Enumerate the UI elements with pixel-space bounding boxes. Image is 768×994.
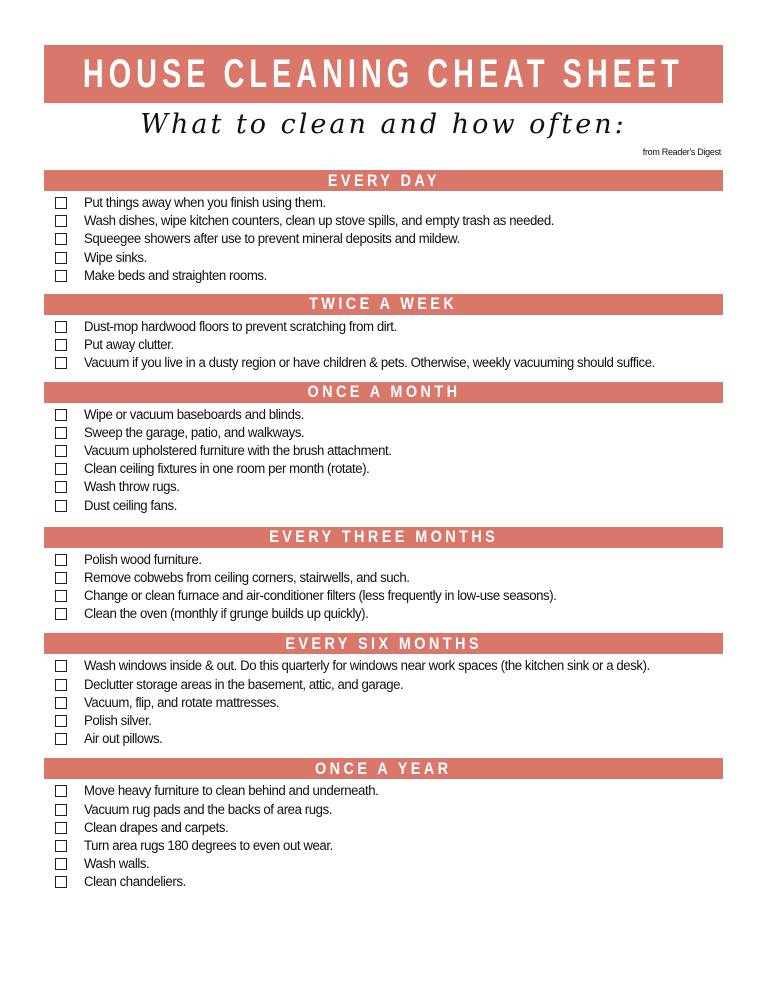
checkbox-icon[interactable] (55, 840, 67, 852)
checkbox-icon[interactable] (55, 252, 67, 264)
checkbox-icon[interactable] (55, 463, 67, 475)
task-item (44, 676, 723, 694)
checkbox-icon[interactable] (55, 270, 67, 282)
task-text: Polish wood furniture. (84, 551, 202, 568)
task-text: Declutter storage areas in the basement, attic, and garage. (84, 676, 404, 693)
section-heading: ONCE A YEAR (315, 758, 452, 778)
section-once-a-year (44, 758, 723, 891)
section-twice-a-week (44, 294, 723, 373)
task-list (44, 548, 723, 624)
task-item (44, 478, 723, 496)
task-item (44, 605, 723, 623)
section-heading: TWICE A WEEK (309, 294, 458, 314)
task-item (44, 801, 723, 819)
task-item (44, 460, 723, 478)
task-text: Make beds and straighten rooms. (84, 267, 267, 284)
task-item (44, 336, 723, 354)
checkbox-icon[interactable] (55, 572, 67, 584)
checkbox-icon[interactable] (55, 197, 67, 209)
task-text: Vacuum if you live in a dusty region or have children & pets. Otherwise, weekly vacuuming should suffice. (84, 355, 655, 372)
task-item (44, 730, 723, 748)
checkbox-icon[interactable] (55, 233, 67, 245)
section-every-day (44, 170, 723, 285)
checkbox-icon[interactable] (55, 590, 67, 602)
checkbox-icon[interactable] (55, 858, 67, 870)
checkbox-icon[interactable] (55, 804, 67, 816)
checkbox-icon[interactable] (55, 339, 67, 351)
task-item (44, 694, 723, 712)
section-heading-bar (44, 382, 723, 403)
checkbox-icon[interactable] (55, 321, 67, 333)
sections-container (44, 170, 723, 891)
checkbox-icon[interactable] (55, 822, 67, 834)
checkbox-icon[interactable] (55, 785, 67, 797)
task-item (44, 657, 723, 675)
task-text: Vacuum, flip, and rotate mattresses. (84, 694, 280, 711)
checkbox-icon[interactable] (55, 679, 67, 691)
task-item (44, 318, 723, 336)
task-text: Move heavy furniture to clean behind and underneath. (84, 783, 379, 800)
section-heading: EVERY DAY (327, 170, 440, 190)
task-list (44, 654, 723, 748)
section-heading-bar (44, 294, 723, 315)
task-text: Wash throw rugs. (84, 479, 180, 496)
task-text: Change or clean furnace and air-conditioner filters (less frequently in low-use seasons). (84, 588, 557, 605)
section-every-six-months (44, 633, 723, 748)
task-list (44, 315, 723, 373)
task-item (44, 712, 723, 730)
task-item (44, 819, 723, 837)
task-text: Sweep the garage, patio, and walkways. (84, 424, 305, 441)
task-text: Clean drapes and carpets. (84, 819, 229, 836)
subtitle-row (44, 103, 723, 160)
task-item (44, 587, 723, 605)
cheat-sheet-page (44, 45, 723, 891)
task-text: Wash walls. (84, 856, 150, 873)
task-text: Dust ceiling fans. (84, 497, 177, 514)
task-item (44, 212, 723, 230)
checkbox-icon[interactable] (55, 697, 67, 709)
section-heading: EVERY SIX MONTHS (285, 633, 482, 653)
source-credit: from Reader's Digest (642, 147, 721, 157)
task-text: Dust-mop hardwood floors to prevent scratching from dirt. (84, 319, 397, 336)
task-text: Clean chandeliers. (84, 874, 186, 891)
task-item (44, 424, 723, 442)
page-subtitle: What to clean and how often: (140, 109, 627, 140)
task-item (44, 249, 723, 267)
task-item (44, 837, 723, 855)
checkbox-icon[interactable] (55, 554, 67, 566)
task-list (44, 403, 723, 515)
section-heading-bar (44, 170, 723, 191)
section-heading-bar (44, 758, 723, 779)
page-title: HOUSE CLEANING CHEAT SHEET (83, 51, 684, 96)
checkbox-icon[interactable] (55, 481, 67, 493)
section-every-three-months (44, 527, 723, 624)
task-text: Squeegee showers after use to prevent mineral deposits and mildew. (84, 231, 460, 248)
task-item (44, 194, 723, 212)
task-item (44, 230, 723, 248)
task-item (44, 569, 723, 587)
title-banner (44, 45, 723, 103)
task-list (44, 191, 723, 285)
section-heading-bar (44, 527, 723, 548)
checkbox-icon[interactable] (55, 715, 67, 727)
task-item (44, 442, 723, 460)
task-item (44, 855, 723, 873)
task-item (44, 873, 723, 891)
task-text: Clean ceiling fixtures in one room per month (rotate). (84, 461, 370, 478)
task-text: Vacuum upholstered furniture with the brush attachment. (84, 442, 392, 459)
task-text: Polish silver. (84, 713, 152, 730)
task-text: Put away clutter. (84, 337, 174, 354)
task-text: Wipe or vacuum baseboards and blinds. (84, 406, 304, 423)
checkbox-icon[interactable] (55, 445, 67, 457)
task-text: Put things away when you finish using them. (84, 195, 326, 212)
section-heading-bar (44, 633, 723, 654)
checkbox-icon[interactable] (55, 733, 67, 745)
task-text: Remove cobwebs from ceiling corners, stairwells, and such. (84, 569, 410, 586)
checkbox-icon[interactable] (55, 660, 67, 672)
task-text: Wash windows inside & out. Do this quarterly for windows near work spaces (the kitchen sink or a desk). (84, 658, 650, 675)
checkbox-icon[interactable] (55, 608, 67, 620)
task-item (44, 406, 723, 424)
section-once-a-month (44, 382, 723, 515)
task-text: Turn area rugs 180 degrees to even out wear. (84, 837, 333, 854)
checkbox-icon[interactable] (55, 409, 67, 421)
task-item (44, 267, 723, 285)
checkbox-icon[interactable] (55, 876, 67, 888)
section-heading: ONCE A MONTH (307, 382, 460, 401)
task-text: Wipe sinks. (84, 249, 147, 266)
checkbox-icon[interactable] (55, 357, 67, 369)
checkbox-icon[interactable] (55, 215, 67, 227)
task-item (44, 354, 723, 372)
checkbox-icon[interactable] (55, 500, 67, 512)
task-text: Wash dishes, wipe kitchen counters, clean up stove spills, and empty trash as needed. (84, 213, 554, 230)
checkbox-icon[interactable] (55, 427, 67, 439)
task-item (44, 551, 723, 569)
task-item (44, 496, 723, 514)
task-text: Clean the oven (monthly if grunge builds up quickly). (84, 606, 369, 623)
task-text: Air out pillows. (84, 731, 163, 748)
section-heading: EVERY THREE MONTHS (268, 527, 498, 547)
task-list (44, 779, 723, 891)
task-text: Vacuum rug pads and the backs of area rugs. (84, 801, 333, 818)
task-item (44, 782, 723, 800)
